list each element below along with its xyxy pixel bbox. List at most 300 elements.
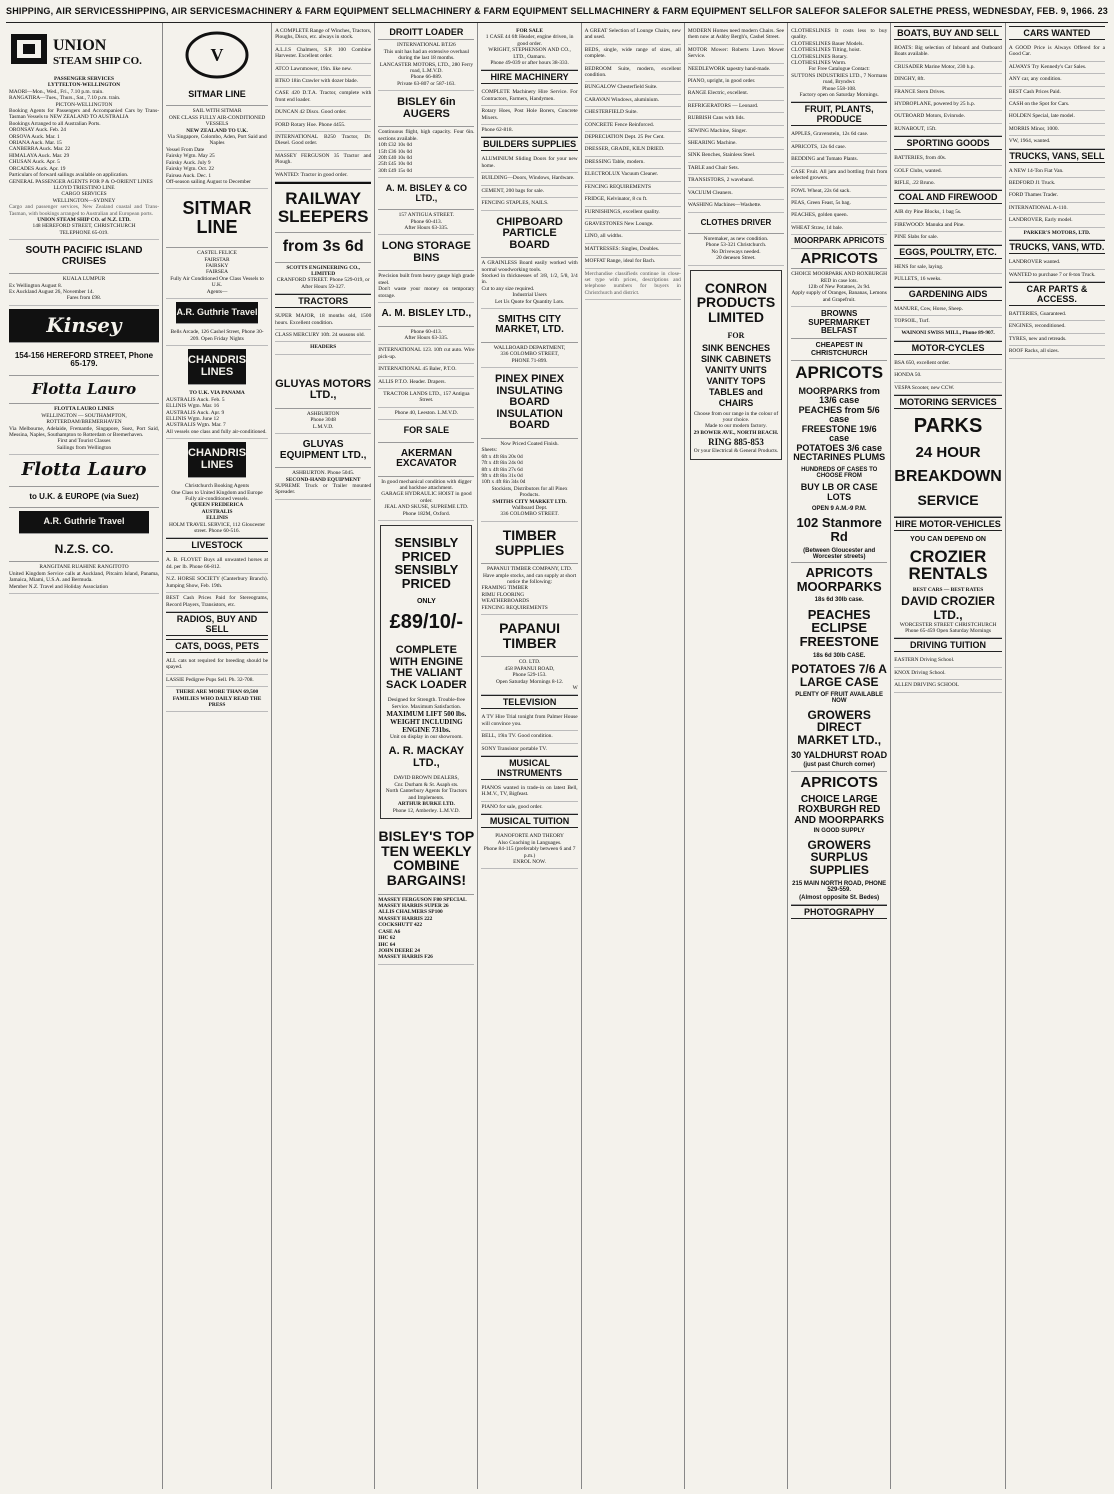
trucks-ad-4: LANDROVER, Early model. <box>1009 215 1105 227</box>
fruit-ad-6: PEACHES, golden queen. <box>791 210 887 222</box>
conron-line-1: Made to our modern factory. <box>705 423 767 430</box>
coal-ad-1: FIREWOOD: Manuka and Pine. <box>894 220 1002 232</box>
sale1-ad-14: GRAVESTONES New Lounge. <box>585 219 681 231</box>
sitmar-ad-2 <box>166 248 268 299</box>
driving-ad-1: KNOX Driving School. <box>894 668 1002 680</box>
sale2-ad-3: PIANO, upright, in good order. <box>688 76 784 88</box>
union-line-9: ORIANA Auck. Mar. 15 <box>9 140 62 147</box>
garden-ad-2: WAINONI SWISS MILL, Phone 89-907. <box>894 328 1002 340</box>
boats-ad-0: BOATS: Big selection of Inboard and Outboard Boats available. <box>894 43 1002 62</box>
pinex-line-0: Now Priced Coated Finish. <box>500 440 559 447</box>
gluyas-line-0: ASHBURTON <box>306 410 340 417</box>
sitmar-line-2: NEW ZEALAND TO U.K. <box>186 127 248 134</box>
column-for-sale-2 <box>685 23 788 1489</box>
cats-ad-1: LASSIE Pedigree Pups Sell. Ph. 32-708. <box>166 675 268 687</box>
droitt-line-1: This unit has had an extensive overhaul during the last 18 months. <box>383 48 470 62</box>
sport-ad-0: BATTERIES, from 40s. <box>894 153 1002 165</box>
droitt-line-2: LANCASTER MOTORS, LTD., 280 Ferry road, L.M.V.D. <box>379 61 474 75</box>
flotta-line-1: WELLINGTON — SOUTHAMPTON, ROTTERDAM/BREMERHAVEN <box>41 412 127 426</box>
gluyas-equipment-heading: GLUYAS EQUIPMENT LTD., <box>275 434 371 468</box>
plenty-label: PLENTY OF FRUIT AVAILABLE NOW <box>795 692 884 705</box>
header-for-sale-1: FOR SALE <box>773 6 821 16</box>
chandris2-line-1: One Class to United Kingdom and Europe <box>171 489 263 496</box>
moorpark-heading: MOORPARK APRICOTS <box>791 235 887 248</box>
bargain-2: ALLIS CHALMERS SP100 <box>378 909 443 916</box>
motoring-services-heading: MOTORING SERVICES <box>894 395 1002 409</box>
trucks-ad-2: FORD Thames Trader. <box>1009 190 1105 202</box>
sale2-ad-6: RUBBISH Cans with lids. <box>688 113 784 125</box>
guthrie-address: Bells Arcade, 126 Cashel Street, Phone 30-209. Open Friday Nights <box>166 327 268 346</box>
sale1-ad-5: CHESTERFIELD Suite. <box>585 107 681 119</box>
pinex-line-3: 7ft x 4ft 8in 24s 0d <box>481 460 523 467</box>
growers-address: 30 YALDHURST ROAD <box>791 749 888 760</box>
header-shipping-a: SHIPPING, AIR SERVICES <box>6 6 122 16</box>
timber-line-1: Have ample stocks, and can supply at short notice the following: <box>483 572 577 585</box>
sitmar-logo <box>166 26 268 84</box>
sale1-ad-17: MOFFAT Range, ideal for Bach. <box>585 256 681 268</box>
papanui-line-0: CO. LTD. <box>518 659 541 666</box>
sport-ad-2: RIFLE, .22 Bruno. <box>894 178 1002 190</box>
chandris-line-0: TO U.K. VIA PANAMA <box>189 390 245 397</box>
augers-line-2: 15ft £36 10s 0d <box>378 148 412 155</box>
hundreds-heading: HUNDREDS OF CASES TO CHOOSE FROM <box>801 466 878 479</box>
sale1-ad-10: ELECTROLUX Vacuum Cleaner. <box>585 169 681 181</box>
hire-ad-2: Phone 62-818. <box>481 125 577 137</box>
trucks-ad-5: PARKER'S MOTORS, LTD. <box>1009 228 1105 240</box>
tuition-line-2: Phone 84-115 (preferably between 6 and 7 p.m.) <box>483 846 576 859</box>
trucks-ad-0: A NEW 14-Ton Fiat Van. <box>1009 166 1105 178</box>
union-line-17: CARGO SERVICES <box>61 191 107 198</box>
builders-ad-1: BUILDING—Doors, Windows, Hardware. <box>481 173 577 185</box>
amb2-line-1: After Hours 63-335. <box>404 334 449 341</box>
chandris2-line-3: QUEEN FREDERICA <box>190 502 244 509</box>
chandris-line-1: AUSTRALIS Auck. Feb. 5 <box>166 396 225 403</box>
sitmar-ad <box>166 106 268 189</box>
crozier-line-2: WORCESTER STREET CHRISTCHURCH <box>899 621 997 628</box>
union-flag-icon <box>9 30 159 70</box>
chandris-logo-2: CHANDRIS LINES <box>188 442 246 478</box>
flotta-logo: Flotta Lauro <box>9 376 159 405</box>
apricots-ad <box>791 269 887 307</box>
driving-ad-0: EASTERN Driving School. <box>894 655 1002 667</box>
excavator-ad <box>378 477 474 521</box>
parts-ad-0: BATTERIES, Guaranteed. <box>1009 309 1105 321</box>
coal-ad-2: PINE Slabs for sale. <box>894 232 1002 244</box>
column-for-sale-1 <box>582 23 685 1489</box>
fruit-ad-3: CASE Fruit. All jam and bottling fruit from selected growers. <box>791 167 887 186</box>
mach1-ad-0: A COMPLETE Range of Winches, Tractors, Ploughs, Discs, etc. always in stock. <box>275 26 371 45</box>
eggs-ad-1: PULLETS, 16 weeks. <box>894 274 1002 286</box>
sale1-ad-12: FRIDGE, Kelvinator, 8 cu ft. <box>585 194 681 206</box>
sitmar-line-3: Via Singapore, Colombo, Aden, Port Said and Naples <box>167 134 267 147</box>
header-machinery-3: MACHINERY & FARM EQUIPMENT SELL <box>594 6 774 16</box>
cars-ad-2: ANY car, any condition. <box>1009 74 1105 86</box>
gluyas2-line-1: SECOND-HAND EQUIPMENT <box>285 476 361 483</box>
hire-vehicles-heading: HIRE MOTOR-VEHICLES <box>895 519 1001 530</box>
droitt-ad <box>378 40 474 91</box>
bargain-8: JOHN DEERE 24 <box>378 947 420 954</box>
growers-sub: (just past Church corner) <box>791 761 887 772</box>
conron-line-4: Or your Electrical & General Products. <box>693 448 779 455</box>
chip-line-3: Industrial Users <box>512 292 547 299</box>
mach1-ad-8: MASSEY FERGUSON 35 Tractor and Plough. <box>275 151 371 170</box>
timber-line-0: PAPANUI TIMBER COMPANY, LTD. <box>487 566 573 573</box>
boats-ad-6: RUNABOUT, 15ft. <box>894 124 1002 136</box>
music-ad-0: PIANOS wanted in trade-in on latest Bell, H.M.V., TV, Bigfeast. <box>481 783 577 802</box>
trucks-w-ad-0: LANDROVER wanted. <box>1009 257 1105 269</box>
column-machinery-1 <box>272 23 375 1489</box>
tuition-line-0: PIANOFORTE AND THEORY <box>495 833 564 840</box>
tractors-ad-0: SUPER MAJOR, 18 months old, 1500 hours. Excellent condition. <box>275 311 371 330</box>
sale1-ad-13: FURNISHINGS, excellent quality. <box>585 207 681 219</box>
union-line-13: ORCADES Auck. Apr. 19 <box>9 165 66 172</box>
pinex-line-7: Stockists, Distributors for all Pinex Products. <box>491 485 568 499</box>
open-hours: OPEN 9 A.M.-9 P.M. <box>811 505 867 512</box>
cl-line-8: Factory open on Saturday Mornings. <box>799 92 879 99</box>
fruit-ad-1: APRICOTS, 12s 6d case. <box>791 142 887 154</box>
cars-ad-3: BEST Cash Prices Paid. <box>1009 87 1105 99</box>
chipboard-ad <box>481 258 577 309</box>
augers-line-1: 10ft £32 10s 0d <box>378 142 412 149</box>
valiant-price: £89/10/- <box>389 610 464 633</box>
builders-ad-0: ALUMINIUM Sliding Doors for your new home. <box>481 154 577 173</box>
motor-cycles-heading: MOTOR-CYCLES <box>894 341 1002 355</box>
gluyas-equipment-ad <box>275 468 371 500</box>
am-bisley-heading-2: A. M. BISLEY LTD., <box>378 303 474 327</box>
driving-tuition-heading: DRIVING TUITION <box>894 638 1002 652</box>
sitmar2-line-5: Agents— <box>206 288 228 295</box>
kinsey-logo: Kinsey <box>9 309 159 343</box>
droitt-line-0: INTERNATIONAL BTJ26 <box>397 42 456 49</box>
fruit-ad-7: WHEAT Straw, 1d bale. <box>791 223 887 235</box>
sale2-ad-11: TRANSISTORS, 2 waveband. <box>688 175 784 187</box>
pinex-heading: PINEX PINEX INSULATING BOARD INSULATION BOARD <box>481 368 577 439</box>
header-machinery-2: MACHINERY & FARM EQUIPMENT SELL <box>415 6 595 16</box>
tuition-line-3: ENROL NOW. <box>513 858 546 865</box>
good-supply: IN GOOD SUPPLY <box>813 828 865 835</box>
parts-ad-3: ROOF Racks, all sizes. <box>1009 346 1105 358</box>
sale1-ad-7: DEPRECIATION Dept. 25 Per Cent. <box>585 132 681 144</box>
union-line-20: 148 HEREFORD STREET, CHRISTCHURCH <box>32 223 136 230</box>
chandris-ad <box>166 388 268 439</box>
moto-ad-2: VESPA Scooter, new CCW. <box>894 383 1002 395</box>
papanui-line-1: 458 PAPANUI ROAD, <box>504 665 555 672</box>
fruit-ad-2: BEDDING and Tomato Plants. <box>791 154 887 166</box>
page-number: 23 <box>1097 6 1108 16</box>
cars-wanted-heading: CARS WANTED <box>1009 26 1105 40</box>
apricots-heading: APRICOTS <box>791 249 887 270</box>
union-line-12: CHUSAN Auck. Apr. 5 <box>9 159 60 166</box>
cl-line-0: CLOTHESLINES It costs less to buy quality. <box>791 28 888 41</box>
sitmar-emblem-icon <box>182 30 252 80</box>
union-line-4: PICTON-WELLINGTON <box>55 101 113 108</box>
am-bisley-ad <box>378 210 474 235</box>
hire-ad-0: COMPLETE Machinery Hire Service. For Contractors, Farmers, Handymen. <box>481 87 577 106</box>
column-cars <box>1006 23 1108 1489</box>
timber-line-5: FENCING REQUIREMENTS <box>481 604 548 611</box>
pinex-line-9: Wallboard Dept. <box>511 505 548 511</box>
sleepers-line-0: SCOTTS ENGINEERING CO., LIMITED <box>286 264 361 277</box>
nzsco-line-1: United Kingdom Service calls at Auckland, Pitcairn Island, Panama, Jamaica, Miami, U.S.A. and Bermuda. <box>9 570 159 584</box>
chandris-logo: CHANDRIS LINES <box>188 349 246 385</box>
cl-line-7: Phone 558-108. <box>822 85 857 92</box>
sitmar2-line-1: FAIRSTAR <box>204 256 230 263</box>
header-for-sale-3: FOR SALE <box>867 6 915 16</box>
nzsco-line-2: Member N.Z. Travel and Holiday Association <box>9 583 108 590</box>
newspaper-columns <box>6 22 1108 1489</box>
smiths-line-2: PHONE 71-899. <box>511 357 548 364</box>
sleepers-ad <box>275 263 371 295</box>
pinex-line-2: 6ft x 4ft 8in 20s 0d <box>481 453 523 460</box>
apricots-price-3: 18s 6d 30lb case. <box>814 597 864 604</box>
int-ad-2: ALLIS P.T.O. Header. Drapers. <box>378 377 474 389</box>
apricots-line-2: Apply supply of Oranges, Bananas, Lemons and Grapefruit. <box>791 290 887 303</box>
mach1-ad-9: WANTED: Tractor in good order. <box>275 170 371 182</box>
sitmar-line-0: SAIL WITH SITMAR <box>192 108 242 115</box>
bargains-ad <box>378 895 474 965</box>
boats-heading: BOATS, BUY AND SELL <box>894 26 1002 40</box>
crozier-heading: CROZIER RENTALS <box>908 546 988 584</box>
pinex-line-1: Sheets: <box>481 447 498 454</box>
flotta-ad <box>9 404 159 455</box>
storage-bins-ad <box>378 271 474 303</box>
sale2-ad-1: MOTOR Mower: Roberts Lawn Mower Service. <box>688 45 784 64</box>
sale2-ad-13: WASHING Machines—Washette. <box>688 200 784 212</box>
mach1-ad-5: DUNCAN 42 Discs. Good order. <box>275 107 371 119</box>
cl-line-3: CLOTHESLINES Rotary. <box>791 53 848 60</box>
chip-line-4: Let Us Quote for Quantity Lots. <box>494 298 565 305</box>
cars-ad-7: VW, 1964, wanted. <box>1009 136 1105 148</box>
sitmar-line-8: Fairsea Auck. Dec. 1 <box>166 172 212 179</box>
stanmore-heading: 102 Stanmore Rd <box>796 515 882 544</box>
photography-heading: PHOTOGRAPHY <box>791 905 887 919</box>
parts-ad-1: ENGINES, reconditioned. <box>1009 321 1105 333</box>
cl-line-5: For Free Catalogue Contact: <box>808 66 870 73</box>
timber-ad <box>481 564 577 615</box>
union-line-14: Particulars of forward sailings available on application. <box>9 172 129 179</box>
livestock-ad-2: BEST Cash Prices Paid for Stereograms, Record Players, Transistors, etc. <box>166 593 268 612</box>
gluyas-heading: GLUYAS MOTORS LTD., <box>275 355 371 409</box>
sale1-ad-0: A GREAT Selection of Lounge Chairs, new and used. <box>585 26 681 45</box>
bins-line-1: Don't waste your money on temporary storage. <box>378 286 475 299</box>
bargain-1: MASSEY HARRIS SUPER 26 <box>378 903 449 910</box>
builders-supplies-heading: BUILDERS SUPPLIES <box>483 139 577 150</box>
conron-ad-box <box>690 270 782 460</box>
crozier-line-0: BEST CARS — BEST RATES <box>912 587 984 594</box>
apricots-line-0: CHOICE MOORPARK AND ROXBURGH RED in case lots. <box>791 271 888 284</box>
pacific-cruises-ad <box>9 274 159 306</box>
conron-line-2: 29 BOWER AVE., NORTH BEACH. <box>693 429 779 436</box>
sale2-ad-7: SEWING Machine, Singer. <box>688 126 784 138</box>
header-machinery-1: MACHINERY & FARM EQUIPMENT SELL <box>236 6 416 16</box>
union-line-16: LLOYD TRIESTINO LINE <box>53 184 115 191</box>
valiant-ad-box <box>380 525 472 819</box>
sitmar-line-4: Vessel From Date <box>166 146 205 153</box>
for-sale-subheading: FOR SALE <box>378 420 474 442</box>
sale2-ad-0: MODERN Homes need modern Chairs. See them now at Ashby Bergh's, Cashel Street. <box>688 26 784 45</box>
boats-ad-4: HYDROPLANE, powered by 25 h.p. <box>894 99 1002 111</box>
flotta-line-4: Sailings from Wellington <box>56 444 112 451</box>
fruit-ad-5: PEAS, Green Feast, 5s bag. <box>791 198 887 210</box>
clotheslines-ad <box>791 26 887 102</box>
chandris2-line-4: AUSTRALIS <box>201 508 233 515</box>
gluyas-line-1: Phone 3048 <box>310 417 336 424</box>
amb2-line-0: Phone 60-413. <box>410 328 443 335</box>
garden-ad-0: MANURE, Cow, Horse, Sheep. <box>894 304 1002 316</box>
guthrie-logo: A.R. Guthrie Travel <box>176 302 258 324</box>
bins-line-0: Precision built from heavy gauge high grade steel. <box>378 273 475 286</box>
surplus-address: 215 MAIN NORTH ROAD, PHONE 529-559. <box>792 880 887 893</box>
sale2-ad-2: NEEDLEWORK tapestry hand-made. <box>688 64 784 76</box>
smiths-line-0: WALLBOARD DEPARTMENT, <box>493 344 566 351</box>
hire-ad-1: Rotary Hoes, Post Hole Borers, Concrete Mixers. <box>481 106 577 125</box>
cars-ad-5: HOLDEN Special, late model. <box>1009 111 1105 123</box>
sport-ad-1: GOLF Clubs, wanted. <box>894 166 1002 178</box>
cars-ad-4: CASH on the Spot for Cars. <box>1009 99 1105 111</box>
chip-line-0: A GRAINLESS Board easily worked with normal woodworking tools. <box>481 260 578 273</box>
sale1-filler: Merchandise classifieds continue in close-set type with prices, descriptions and telephone numbers for buyers in Christchurch and district. <box>585 269 681 301</box>
svg-text:STEAM SHIP CO.: STEAM SHIP CO. <box>53 55 142 67</box>
conron-line-3: RING 885-853 <box>708 437 764 448</box>
crozier-pre: YOU CAN DEPEND ON <box>910 536 986 544</box>
chandris-line-2: ELLINIS Wgtn. Mar. 16 <box>166 403 220 410</box>
tractors-ad-2: HEADERS <box>275 342 371 354</box>
amb-line-2: After Hours 63-335. <box>404 224 449 231</box>
gluyas-line-2: L.M.V.D. <box>312 423 334 430</box>
chandris2-line-6: HOLM TRAVEL SERVICE, 112 Gloucester street. Phone 60-516. <box>168 521 266 535</box>
excavator-line-2: JEAL AND SKUSE, SUPREME LTD. <box>384 504 469 511</box>
valiant-heading: COMPLETE WITH ENGINE THE VALIANT SACK LOADER <box>386 643 467 691</box>
mach3-line-0: FOR SALE <box>516 28 543 34</box>
valiant-line-0: Designed for Strength. Trouble-free Service. Maximum Satisfaction. <box>387 697 465 710</box>
union-line-10: CANBERRA Auck. Mar. 22 <box>9 146 71 153</box>
mach3-ad <box>481 26 577 70</box>
svg-text:V: V <box>210 45 224 65</box>
builders-ad-3: FENCING STAPLES, NAILS. <box>481 198 577 210</box>
mach1-ad-3: BTKO 18in Crawler with dozer blade. <box>275 76 371 88</box>
mach3-line-1: 1 CASE 44 6ft Header, engine driven, in good order. <box>485 34 574 47</box>
chandris2-line-5: ELLINIS <box>206 515 228 522</box>
papanui-line-3: Open Saturday Mornings 8-12. <box>496 678 564 685</box>
chandris2-line-0: Christchurch Booking Agents <box>184 483 250 490</box>
union-line-2: MAORI—Mon., Wed., Fri., 7.10 p.m. train. <box>9 88 104 95</box>
pacific-line-2: Ex Auckland August 26, November 14. <box>9 288 94 295</box>
chipboard-heading: CHIPBOARD PARTICLE BOARD <box>481 211 577 259</box>
potatoes-heading: POTATOES 7/6 A LARGE CASE <box>791 661 887 689</box>
sale1-ad-11: FENCING REQUIREMENTS <box>585 182 681 194</box>
price-list: MOORPARKS from 13/6 case PEACHES from 5/6 case FREESTONE 19/6 case POTATOES 3/6 case NECTARINES PLUMS <box>793 386 886 463</box>
union-line-1: LYTTELTON-WELLINGTON <box>47 82 121 89</box>
driving-ad-2: ALLEN DRIVING SCHOOL <box>894 680 1002 692</box>
breakdown-heading: BREAKDOWN <box>894 467 1002 485</box>
sale1-ad-2: BEDROOM Suite, modern, excellent condition. <box>585 64 681 83</box>
mach1-ad-2: ATCO Lawnmower, 19in. like new. <box>275 64 371 76</box>
cats-heading: CATS, DOGS, PETS <box>166 639 268 653</box>
column-shipping-2 <box>163 23 272 1489</box>
moto-ad-1: HONDA 50. <box>894 370 1002 382</box>
droitt-line-3: Phone 66-889. <box>410 74 443 81</box>
sale1-ad-8: DRESSER, GRADE, KILN DRIED. <box>585 144 681 156</box>
fruit-produce-heading: FRUIT, PLANTS, PRODUCE <box>791 102 887 126</box>
car-parts-heading: CAR PARTS & ACCESS. <box>1009 282 1105 306</box>
tv-ad-2: SONY Transistor portable TV. <box>481 744 577 756</box>
pinex-ad <box>481 439 577 522</box>
chip-line-1: Stocked in thicknesses of 3/8, 1/2, 5/8, 3/4 in. <box>481 272 578 286</box>
browns-heading: BROWNS SUPERMARKET <box>808 309 871 327</box>
sale2-ad-10: TABLE and Chair Sets. <box>688 163 784 175</box>
union-line-6: Bookings Arranged to all Australian Ports. <box>9 120 101 127</box>
stanmore-sub: (Between Gloucester and Worcester streets) <box>791 546 887 564</box>
clothes-line-0: Noremaker, as new condition. <box>703 235 769 242</box>
crozier-ad <box>894 585 1002 638</box>
gluyas2-line-2: SUPREME Truck or Trailer mounted Spreader. <box>275 482 372 496</box>
sale2-ad-8: SHEARING Machine. <box>688 138 784 150</box>
int-ad-3: TRACTOR LANDS LTD., 157 Antigua Street. <box>378 389 474 408</box>
trucks-wanted-heading: TRUCKS, VANS, WTD. <box>1009 242 1105 253</box>
bisley-augers-heading: BISLEY 6in AUGERS <box>378 91 474 127</box>
flotta-sub: to U.K. & EUROPE (via Suez) <box>9 487 159 508</box>
mach1-ad-1: A.L.I.S Chalmers, S.P. 100 Combine Harvester. Excellent order. <box>275 45 371 64</box>
radios-heading: RADIOS, BUY AND SELL <box>166 612 268 636</box>
column-machinery-3 <box>478 23 581 1489</box>
cars-ad-1: ALWAYS Try Kennedy's Car Sales. <box>1009 62 1105 74</box>
amb-line-0: 157 ANTIGUA STREET. <box>398 212 455 219</box>
pacific-cruises-heading: SOUTH PACIFIC ISLAND CRUISES <box>9 240 159 274</box>
flotta-line-2: Via Melbourne, Adelaide, Fremantle, Singapore, Suez, Port Said, Messina, Naples, Southampton to Rotterdam or Bremerhaven. <box>9 425 159 438</box>
tv-ad-0: A TV Hire Trial tonight from Palmer House will convince you. <box>481 712 577 731</box>
sleepers-heading: RAILWAY SLEEPERS <box>275 182 371 233</box>
droitt-heading: DROITT LOADER <box>378 26 474 40</box>
union-line-15: GENERAL PASSENGER AGENTS FOR P & O-ORIENT LINES <box>9 178 153 185</box>
service-heading: SERVICE <box>894 489 1002 517</box>
cats-ad-2: THERE ARE MORE THAN 69,500 FAMILIES WHO DAILY READ THE PRESS <box>166 687 268 712</box>
sitmar-line-5: Fairsky Wgtn. May 25 <box>166 153 215 160</box>
parks-heading: PARKS <box>913 414 983 437</box>
sitmar2-line-4: Fully Air Conditioned One Class Vessels to U.K. <box>170 275 264 289</box>
augers-line-0: Continuous flight, high capacity. Four 6in. sections available. <box>378 129 475 142</box>
boats-ad-5: OUTBOARD Motors, Evinrude. <box>894 111 1002 123</box>
excavator-heading: AKERMAN EXCAVATOR <box>378 443 474 477</box>
mackay-line-2: North Canterbury Agents for Tractors and Implements. <box>385 788 467 801</box>
boats-ad-3: FRANCE Stern Drives. <box>894 87 1002 99</box>
tractors-heading: TRACTORS <box>275 294 371 308</box>
livestock-ad-0: A. B. FLOYET Buys all unwanted horses at 4d. per lb. Phone 66-812. <box>166 555 268 574</box>
valiant-line-2: Unit on display in our showroom. <box>389 733 463 740</box>
growers-heading: GROWERS DIRECT MARKET LTD., <box>797 707 882 747</box>
parts-ad-2: TYRES, new and retreads. <box>1009 334 1105 346</box>
cl-line-1: CLOTHESLINES Bauer Models. <box>791 40 864 47</box>
sitmar-line-9: Off-season sailing August to December <box>166 178 251 185</box>
column-services <box>891 23 1006 1489</box>
smiths-ad <box>481 343 577 368</box>
clothes-line-2: No Driveways needed. <box>711 248 761 255</box>
bargain-4: COCKSHUTT 422 <box>378 922 423 929</box>
tuition-ad <box>481 831 577 869</box>
union-line-0: PASSENGER SERVICES <box>53 76 115 82</box>
union-line-7: ORONSAY Auck. Feb. 24 <box>9 127 66 134</box>
sleepers-line-1: CRANFORD STREET. Phone 529-019, or After Hours 59-327. <box>276 277 370 290</box>
eggs-ad-0: HENS for sale, laying. <box>894 262 1002 274</box>
sale2-ad-5: REFRIGERATORS — Leonard. <box>688 101 784 113</box>
pacific-line-0: KUALA LUMPUR <box>62 276 106 283</box>
int-ad-0: INTERNATIONAL 123. 10ft cut auto. Wire pick-up. <box>378 345 474 364</box>
papanui-line-4: W <box>572 685 578 692</box>
papanui-ad <box>481 657 577 695</box>
conron-for: FOR <box>727 330 745 340</box>
chandris-line-3: AUSTRALIS Auck. Apr. 9 <box>166 409 225 416</box>
gardening-aids-heading: GARDENING AIDS <box>894 287 1002 301</box>
sale2-ad-12: VACUUM Cleaners. <box>688 188 784 200</box>
